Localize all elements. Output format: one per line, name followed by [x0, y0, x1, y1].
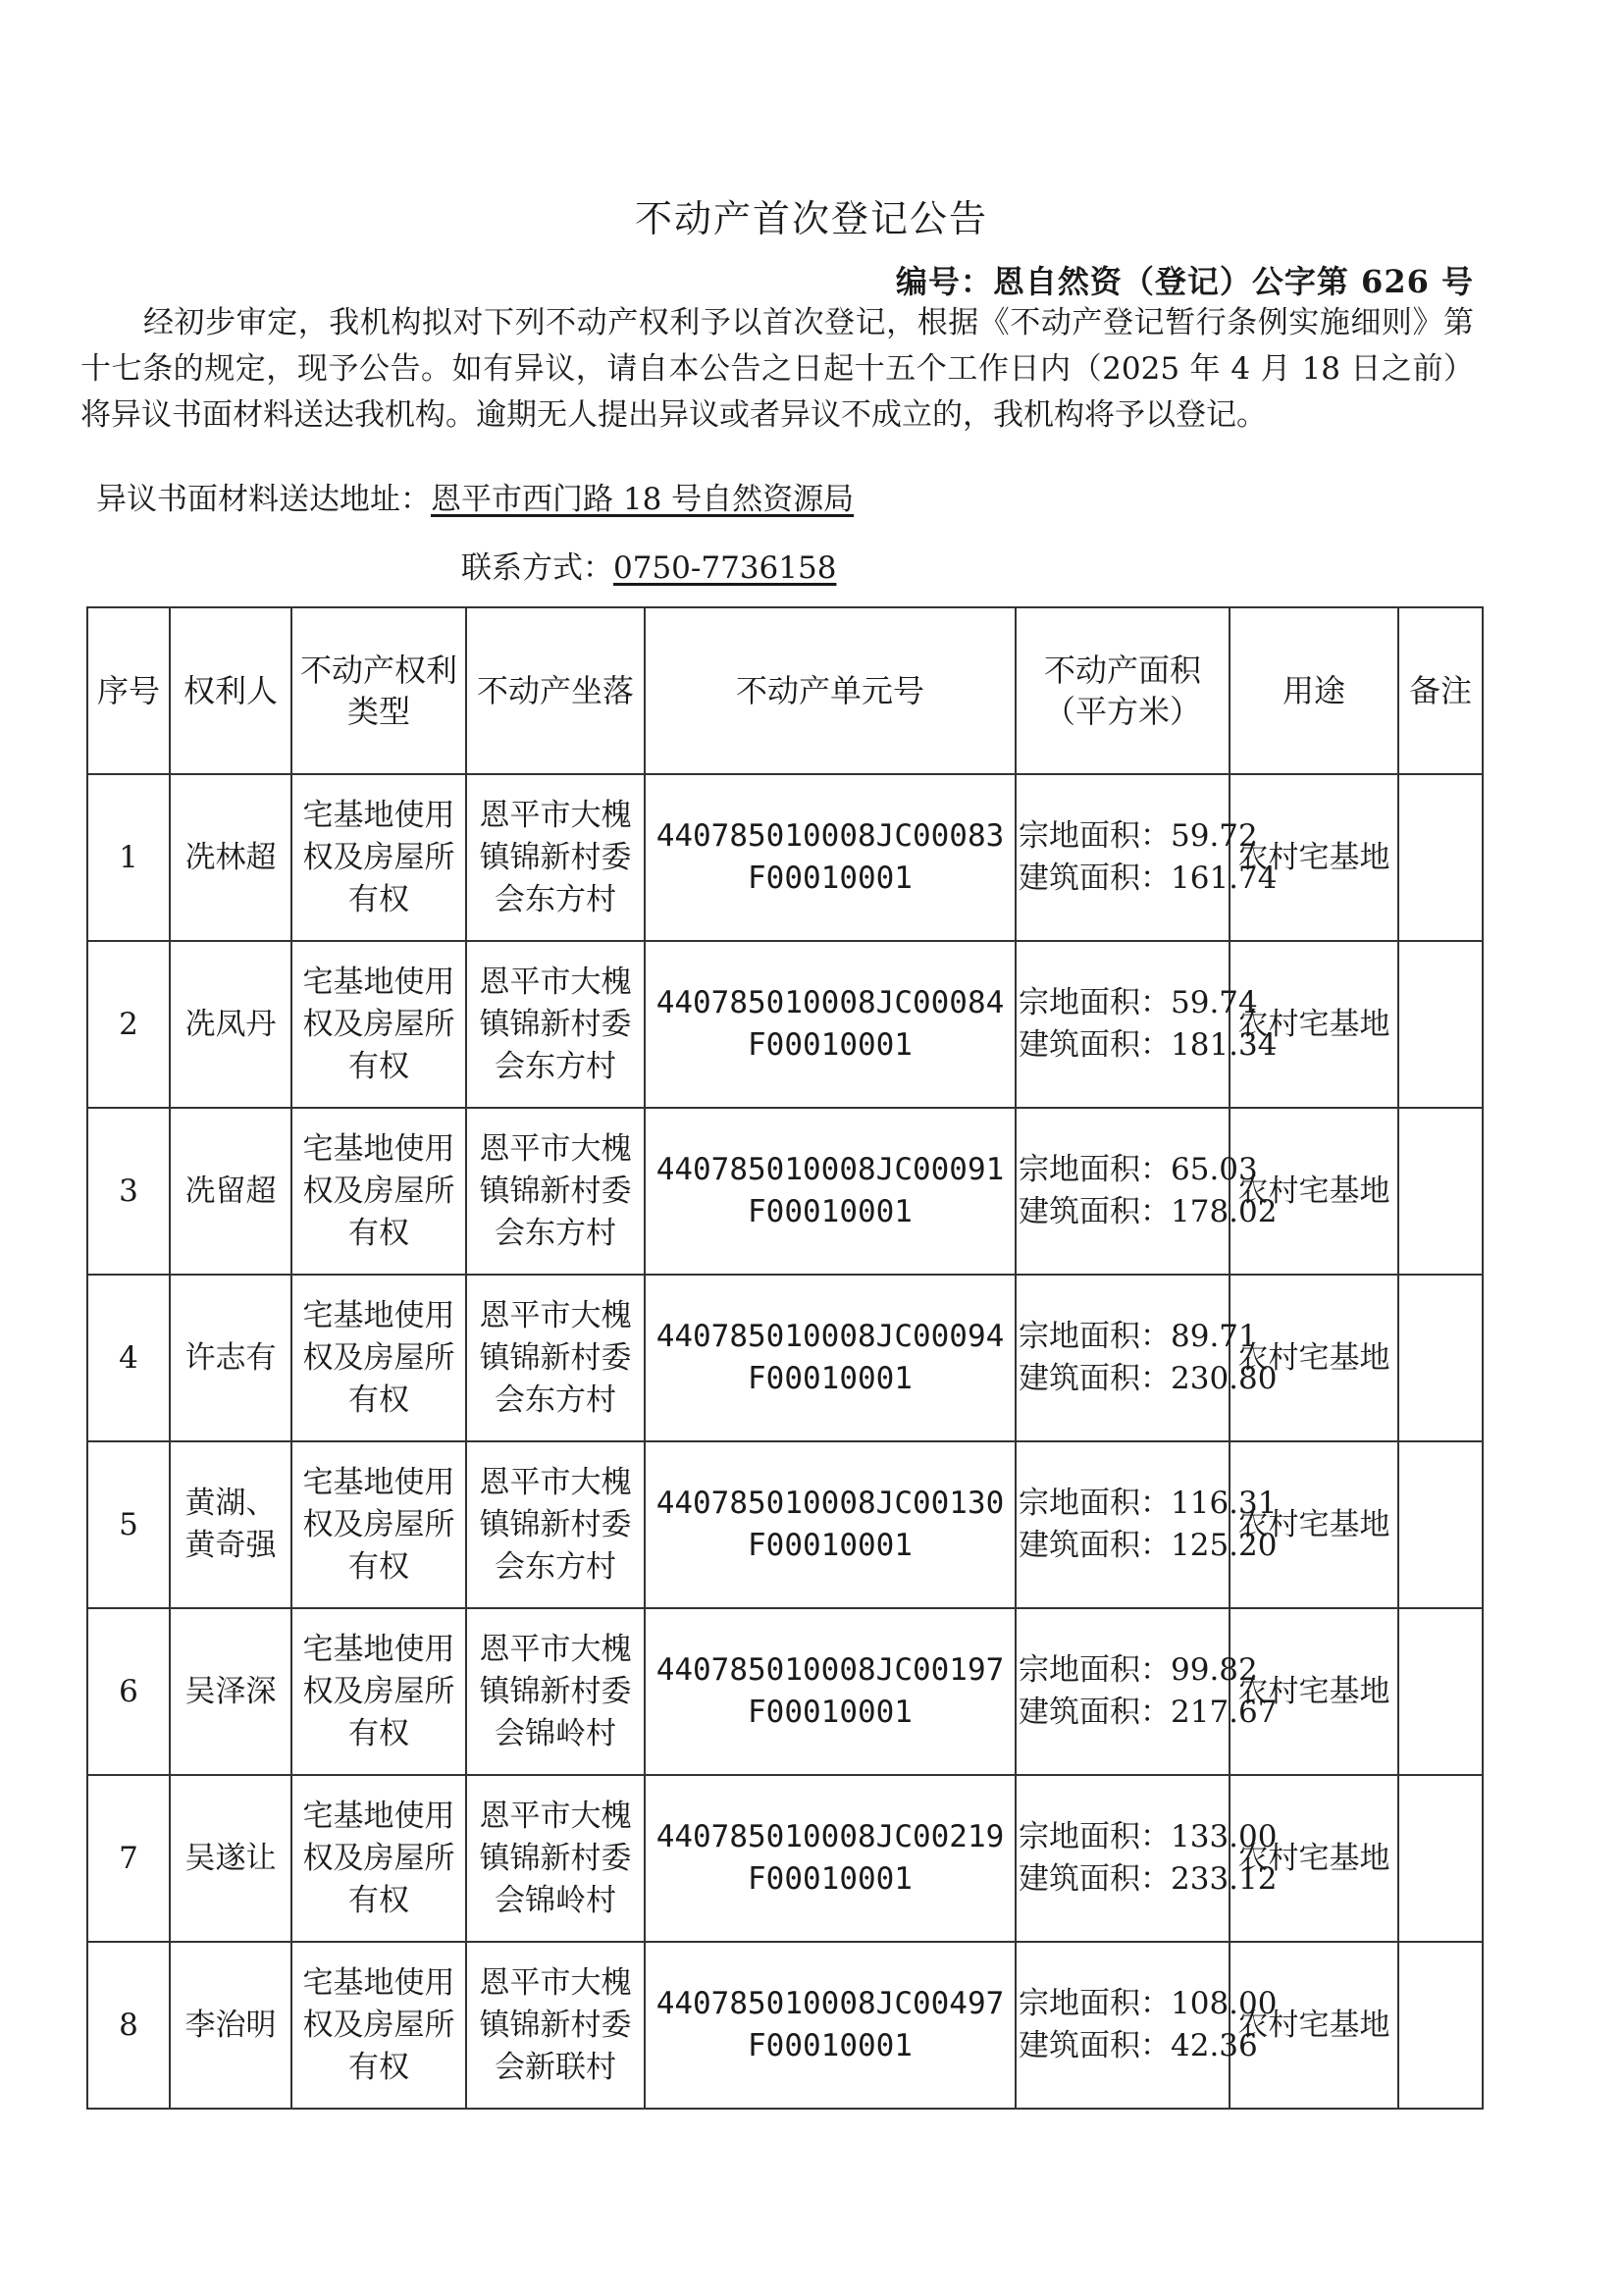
- cell-location: 恩平市大槐镇锦新村委会东方村: [466, 1108, 645, 1275]
- building-area: 建筑面积：233.12: [1019, 1861, 1278, 1897]
- cell-area: [1016, 941, 1278, 1108]
- cell-remark: [1398, 1108, 1483, 1275]
- cell-unit-no: 440785010008JC00197F00010001: [645, 1608, 1016, 1775]
- cell-right-type: 宅基地使用权及房屋所有权: [291, 1275, 466, 1441]
- cell-remark: [1398, 1942, 1483, 2109]
- cell-right-type: 宅基地使用权及房屋所有权: [291, 1942, 466, 2109]
- cell-remark: [1398, 1608, 1483, 1775]
- cell-use: 农村宅基地: [1230, 774, 1398, 941]
- header-area: 不动产面积（平方米）: [1016, 607, 1230, 774]
- land-area: 宗地面积：89.71: [1019, 1319, 1258, 1354]
- land-area: 宗地面积：133.00: [1019, 1819, 1278, 1854]
- cell-use: 农村宅基地: [1230, 1775, 1398, 1942]
- table-header-row: [87, 607, 1483, 774]
- cell-remark: [1398, 1441, 1483, 1608]
- contact-label: 联系方式：: [461, 550, 613, 586]
- table-row: [87, 941, 1483, 1108]
- document-number: 编号：恩自然资（登记）公字第 626 号: [895, 263, 1474, 300]
- header-holder: 权利人: [170, 607, 291, 774]
- page-title: 不动产首次登记公告: [634, 197, 988, 240]
- cell-holder: 李治明: [170, 1942, 291, 2109]
- land-area: 宗地面积：108.00: [1019, 1986, 1278, 2021]
- cell-location: 恩平市大槐镇锦新村委会东方村: [466, 1441, 645, 1608]
- cell-no: 4: [87, 1275, 170, 1441]
- cell-location: 恩平市大槐镇锦新村委会东方村: [466, 1275, 645, 1441]
- cell-no: 7: [87, 1775, 170, 1942]
- cell-holder: 冼凤丹: [170, 941, 291, 1108]
- cell-no: 1: [87, 774, 170, 941]
- table-row: [87, 1775, 1483, 1942]
- cell-area: [1016, 1275, 1278, 1441]
- cell-right-type: 宅基地使用权及房屋所有权: [291, 1775, 466, 1942]
- cell-unit-no: 440785010008JC00497F00010001: [645, 1942, 1016, 2109]
- cell-unit-no: 440785010008JC00083F00010001: [645, 774, 1016, 941]
- cell-right-type: 宅基地使用权及房屋所有权: [291, 774, 466, 941]
- header-right-type: 不动产权利类型: [291, 607, 466, 774]
- header-remark: 备注: [1398, 607, 1483, 774]
- cell-remark: [1398, 1775, 1483, 1942]
- cell-remark: [1398, 774, 1483, 941]
- land-area: 宗地面积：59.74: [1019, 985, 1258, 1020]
- cell-area: [1016, 1608, 1278, 1775]
- cell-holder: 吴泽深: [170, 1608, 291, 1775]
- cell-area: [1016, 1775, 1278, 1942]
- cell-right-type: 宅基地使用权及房屋所有权: [291, 1608, 466, 1775]
- contact-line: [461, 543, 836, 587]
- building-area: 建筑面积：125.20: [1019, 1528, 1278, 1563]
- cell-no: 5: [87, 1441, 170, 1608]
- cell-use: 农村宅基地: [1230, 1441, 1398, 1608]
- cell-holder: 冼留超: [170, 1108, 291, 1275]
- cell-no: 2: [87, 941, 170, 1108]
- header-use: 用途: [1230, 607, 1398, 774]
- building-area: 建筑面积：181.34: [1019, 1027, 1278, 1063]
- table-body: [87, 774, 1483, 2109]
- cell-area: [1016, 774, 1278, 941]
- cell-use: 农村宅基地: [1230, 1608, 1398, 1775]
- cell-location: 恩平市大槐镇锦新村委会锦岭村: [466, 1775, 645, 1942]
- cell-no: 3: [87, 1108, 170, 1275]
- land-area: 宗地面积：59.72: [1019, 818, 1258, 854]
- notice-body: 经初步审定，我机构拟对下列不动产权利予以首次登记，根据《不动产登记暂行条例实施细则》第十七条的规定，现予公告。如有异议，请自本公告之日起十五个工作日内（2025 年 4 月 18 日之前）将异议书面材料送达我机构。逾期无人提出异议或者异议不成立的，我机构将予以登记。: [80, 305, 1474, 433]
- table-row: [87, 1275, 1483, 1441]
- cell-use: 农村宅基地: [1230, 1275, 1398, 1441]
- cell-use: 农村宅基地: [1230, 941, 1398, 1108]
- cell-use: 农村宅基地: [1230, 1942, 1398, 2109]
- cell-holder: 冼林超: [170, 774, 291, 941]
- cell-right-type: 宅基地使用权及房屋所有权: [291, 1441, 466, 1608]
- header-unit-no: 不动产单元号: [645, 607, 1016, 774]
- objection-address-value: 恩平市西门路 18 号自然资源局: [431, 482, 855, 517]
- objection-address-label: 异议书面材料送达地址：: [96, 482, 431, 517]
- table-row: [87, 1608, 1483, 1775]
- table-row: [87, 1942, 1483, 2109]
- contact-value: 0750-7736158: [613, 550, 837, 586]
- land-area: 宗地面积：116.31: [1019, 1486, 1278, 1521]
- table-row: [87, 1441, 1483, 1608]
- cell-location: 恩平市大槐镇锦新村委会东方村: [466, 941, 645, 1108]
- building-area: 建筑面积：217.67: [1019, 1695, 1278, 1730]
- cell-remark: [1398, 1275, 1483, 1441]
- building-area: 建筑面积：42.36: [1019, 2028, 1258, 2063]
- cell-location: 恩平市大槐镇锦新村委会锦岭村: [466, 1608, 645, 1775]
- cell-right-type: 宅基地使用权及房屋所有权: [291, 1108, 466, 1275]
- cell-location: 恩平市大槐镇锦新村委会新联村: [466, 1942, 645, 2109]
- cell-no: 8: [87, 1942, 170, 2109]
- cell-unit-no: 440785010008JC00091F00010001: [645, 1108, 1016, 1275]
- land-area: 宗地面积：99.82: [1019, 1652, 1258, 1688]
- header-location: 不动产坐落: [466, 607, 645, 774]
- header-no: 序号: [87, 607, 170, 774]
- registration-table: [86, 606, 1484, 2110]
- cell-no: 6: [87, 1608, 170, 1775]
- building-area: 建筑面积：161.74: [1019, 861, 1278, 896]
- cell-use: 农村宅基地: [1230, 1108, 1398, 1275]
- table-row: [87, 1108, 1483, 1275]
- cell-area: [1016, 1441, 1278, 1608]
- cell-holder: 许志有: [170, 1275, 291, 1441]
- cell-unit-no: 440785010008JC00084F00010001: [645, 941, 1016, 1108]
- cell-right-type: 宅基地使用权及房屋所有权: [291, 941, 466, 1108]
- cell-location: 恩平市大槐镇锦新村委会东方村: [466, 774, 645, 941]
- building-area: 建筑面积：178.02: [1019, 1194, 1278, 1229]
- cell-unit-no: 440785010008JC00094F00010001: [645, 1275, 1016, 1441]
- cell-area: [1016, 1942, 1278, 2109]
- cell-area: [1016, 1108, 1278, 1275]
- cell-remark: [1398, 941, 1483, 1108]
- cell-unit-no: 440785010008JC00219F00010001: [645, 1775, 1016, 1942]
- building-area: 建筑面积：230.80: [1019, 1361, 1278, 1396]
- cell-holder: 黄湖、黄奇强: [170, 1441, 291, 1608]
- cell-unit-no: 440785010008JC00130F00010001: [645, 1441, 1016, 1608]
- objection-address-line: [96, 474, 854, 518]
- land-area: 宗地面积：65.03: [1019, 1152, 1258, 1187]
- cell-holder: 吴遂让: [170, 1775, 291, 1942]
- table-row: [87, 774, 1483, 941]
